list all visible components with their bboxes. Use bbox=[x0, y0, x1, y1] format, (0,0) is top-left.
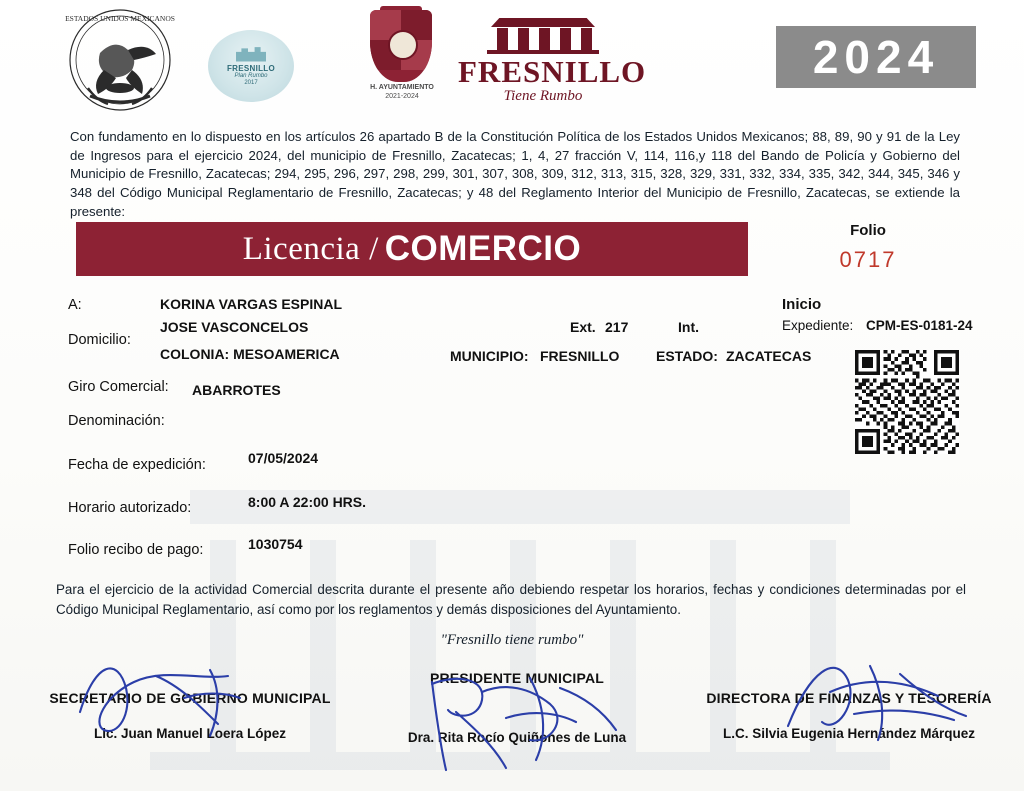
brand-name: FRESNILLO bbox=[458, 54, 647, 89]
label-domicilio: Domicilio: bbox=[68, 332, 131, 348]
year-value: 2024 bbox=[812, 31, 940, 83]
ayuntamiento-shield-icon bbox=[370, 10, 434, 100]
mexican-coat-of-arms-icon bbox=[60, 8, 180, 113]
label-municipio: MUNICIPIO: bbox=[450, 348, 529, 364]
label-ext: Ext. bbox=[570, 319, 596, 335]
value-municipio: FRESNILLO bbox=[540, 348, 620, 364]
signature-name: Dra. Rita Rocío Quiñones de Luna bbox=[407, 730, 627, 745]
label-giro: Giro Comercial: bbox=[68, 379, 169, 395]
label-denominacion: Denominación: bbox=[68, 413, 165, 429]
license-title-bar bbox=[76, 222, 748, 276]
document-header bbox=[0, 0, 1024, 120]
label-expediente: Expediente: bbox=[782, 318, 854, 333]
signature-name: L.C. Silvia Eugenia Hernández Márquez bbox=[722, 726, 976, 741]
folio-label: Folio bbox=[850, 222, 886, 239]
value-domicilio-colonia: COLONIA: MESOAMERICA bbox=[160, 346, 340, 362]
label-a: A: bbox=[68, 297, 82, 313]
year-badge bbox=[776, 26, 976, 88]
signature-name: Lic. Juan Manuel Loera López bbox=[93, 726, 287, 741]
qr-code-icon bbox=[852, 350, 962, 454]
value-domicilio-street: JOSE VASCONCELOS bbox=[160, 319, 309, 335]
signature-role: PRESIDENTE MUNICIPAL bbox=[429, 670, 605, 686]
value-ext: 217 bbox=[605, 319, 629, 335]
label-estado: ESTADO: bbox=[656, 348, 718, 364]
value-recipient: KORINA VARGAS ESPINAL bbox=[160, 296, 343, 312]
municipal-seal-icon bbox=[208, 30, 294, 102]
signature-block-secretario bbox=[20, 690, 360, 741]
signature-block-tesoreria bbox=[684, 690, 1014, 741]
shield-line-2: 2021-2024 bbox=[385, 92, 419, 100]
shield-line-1: H. AYUNTAMIENTO bbox=[370, 84, 434, 91]
license-title-prefix: Licencia / bbox=[242, 230, 379, 267]
fresnillo-brand-logo bbox=[458, 18, 647, 105]
label-horario: Horario autorizado: bbox=[68, 500, 192, 516]
motto-text: "Fresnillo tiene rumbo" bbox=[440, 632, 584, 648]
svg-text:ESTADOS UNIDOS MEXICANOS: ESTADOS UNIDOS MEXICANOS bbox=[65, 14, 175, 23]
value-folio-recibo: 1030754 bbox=[248, 536, 303, 552]
license-title-type: COMERCIO bbox=[384, 229, 582, 268]
seal-line-3: 2017 bbox=[244, 79, 258, 86]
legal-basis-paragraph: Con fundamento en lo dispuesto en los artículos 26 apartado B de la Constitución Política de los Estados Unidos Mexicanos; 88, 89, 90 y 91 de la Ley de Ingresos para el ejercicio 2024, del municipio de Fresnillo, Zacatecas; 1, 4, 27 fracción V, 114, 116,y 118 del Bando de Policía y Gobierno del Municipio de Fresnillo, Zacatecas; 294, 295, 296, 297, 298, 299, 301, 307, 308, 309, 312, 313, 315, 328, 329, 331, 332, 334, 335, 342, 344, 345, 346 y 348 del Código Municipal Reglamentario de Fresnillo, Zacatecas; y 48 del Reglamento Interior del Municipio de Fresnillo, Zacatecas, se extiende la presente: bbox=[70, 129, 960, 219]
label-inicio: Inicio bbox=[782, 296, 822, 313]
folio-block bbox=[778, 222, 958, 273]
label-folio-recibo: Folio recibo de pago: bbox=[68, 542, 204, 558]
signature-block-presidente bbox=[352, 670, 682, 745]
value-estado: ZACATECAS bbox=[726, 348, 812, 364]
folio-value: 0717 bbox=[839, 247, 897, 272]
signature-role: SECRETARIO DE GOBIERNO MUNICIPAL bbox=[49, 690, 331, 706]
value-giro: ABARROTES bbox=[192, 382, 281, 398]
seal-line-1: FRESNILLO bbox=[226, 63, 276, 73]
value-fecha-expedicion: 07/05/2024 bbox=[248, 450, 319, 466]
brand-tagline: Tiene Rumbo bbox=[503, 88, 583, 104]
label-fecha-expedicion: Fecha de expedición: bbox=[68, 457, 206, 473]
building-icon bbox=[485, 18, 601, 54]
seal-line-2: Plan Rumbo bbox=[234, 72, 268, 79]
value-horario: 8:00 A 22:00 HRS. bbox=[248, 494, 367, 510]
footer-conditions-paragraph: Para el ejercicio de la actividad Comercial descrita durante el presente año debiendo respetar los horarios, fechas y condiciones determinadas por el Código Municipal Reglamentario, así como por los reglamentos y demás disposiciones del Ayuntamiento. bbox=[56, 582, 966, 618]
signature-role: DIRECTORA DE FINANZAS Y TESORERÍA bbox=[706, 690, 992, 706]
label-int: Int. bbox=[678, 319, 699, 335]
value-expediente: CPM-ES-0181-24 bbox=[866, 318, 973, 333]
